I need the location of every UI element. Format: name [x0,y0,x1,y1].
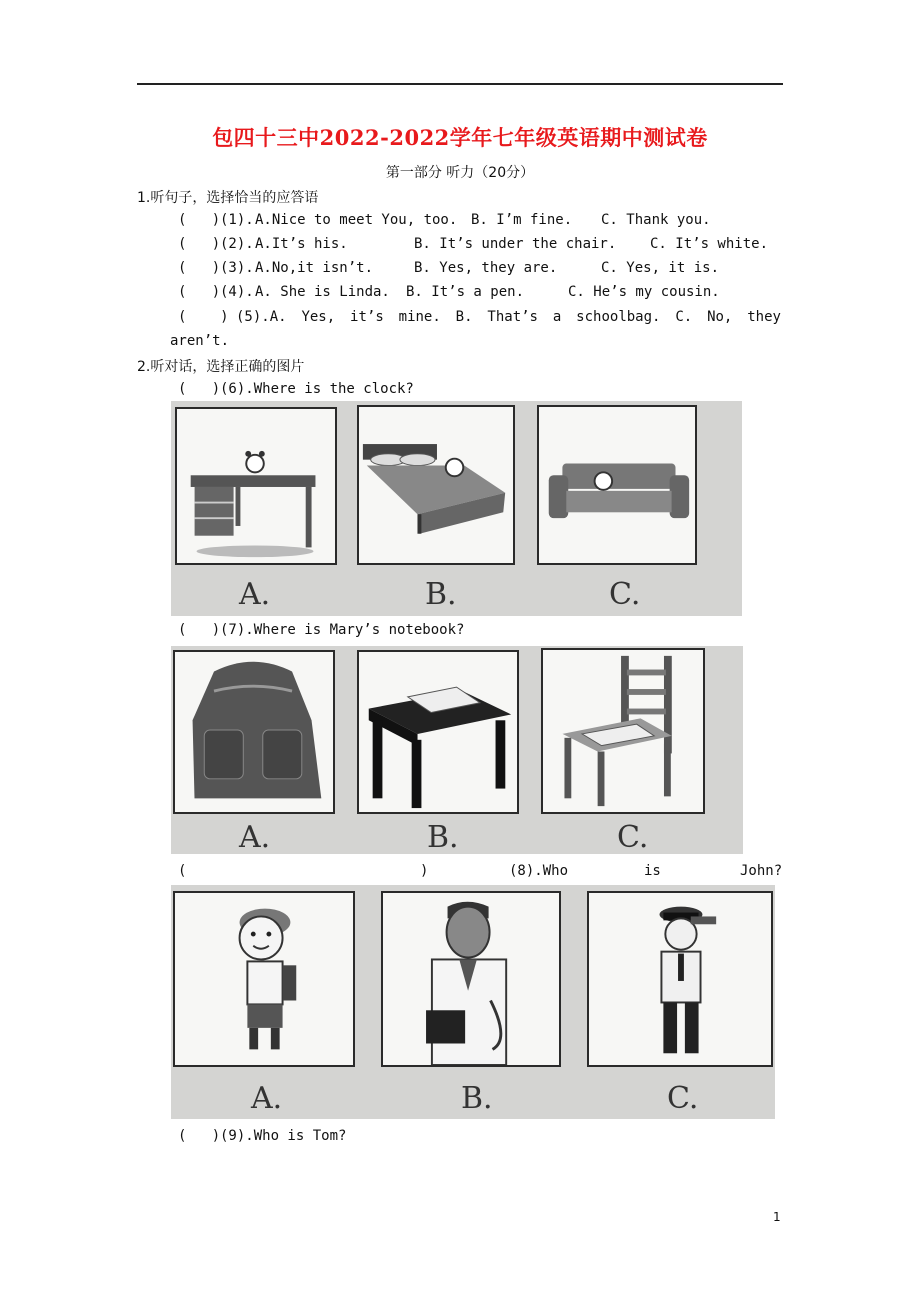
question-8-figure [171,885,775,1119]
doctor-icon [383,893,559,1065]
option-letter: B. [461,1081,493,1116]
option-b: B. Yes, they are. [414,260,558,276]
section2-heading: 2.听对话，选择正确的图片 [137,359,305,375]
answer-bracket[interactable]: ( ) [178,381,221,397]
word: Yes, [301,309,336,325]
question-number: (3). [220,260,254,276]
option-a: A. She is Linda. [255,284,390,300]
option-b: B. It’s a pen. [406,284,525,300]
option-letter: C. [617,820,649,854]
option-letter: B. [425,577,457,612]
word: B. [455,309,473,325]
page-number: 1 [773,1210,781,1224]
option-letter: A. [239,820,271,854]
word: No, [707,309,733,325]
option-b-picture[interactable] [381,891,561,1067]
policeman-icon [589,893,771,1065]
option-c: C. He’s my cousin. [568,284,720,300]
question-8-number: (8).Who [509,863,569,879]
answer-bracket[interactable]: ( ) [178,622,221,638]
part-heading: 第一部分 听力（20分） [385,165,535,181]
option-c: C. Thank you. [601,212,711,228]
answer-bracket[interactable]: ( ) [178,236,221,252]
option-b-picture[interactable] [357,650,519,814]
question-9-text: (9).Who is Tom? [220,1128,347,1144]
word: they [747,309,781,325]
answer-bracket-open[interactable]: ( [178,863,187,879]
word: it’s [350,309,384,325]
answer-bracket-close[interactable]: ) [420,863,429,879]
question-7-text: (7).Where is Mary’s notebook? [220,622,465,638]
question-7-figure [171,646,743,854]
answer-bracket[interactable]: ( ) [178,1128,221,1144]
question-8-word: is [644,863,661,879]
section1-heading: 1.听句子，选择恰当的应答语 [137,190,319,206]
answer-bracket[interactable]: ( ) [178,212,221,228]
answer-bracket[interactable]: ( ) [178,284,221,300]
word: schoolbag. [576,309,661,325]
question-6-figure [171,401,742,616]
question-5-line [236,309,781,325]
chair-with-book-icon [543,650,703,812]
question-6-text: (6).Where is the clock? [220,381,414,397]
word: a [552,309,562,325]
option-a: A.No,it isn’t. [255,260,374,276]
option-letter: B. [427,820,459,854]
option-letter: C. [609,577,641,612]
schoolboy-icon [175,893,353,1065]
answer-bracket[interactable]: ( ) [178,260,221,276]
question-5-wrap: aren’t. [170,333,230,349]
option-letter: A. [239,577,271,612]
question-number: (4). [220,284,254,300]
option-letter: A. [251,1081,283,1116]
header-rule [137,83,783,85]
table-with-book-icon [359,652,517,812]
question-number: (1). [220,212,254,228]
option-b: B. I’m fine. [471,212,573,228]
option-a: A.It’s his. [255,236,348,252]
option-a-picture[interactable] [173,891,355,1067]
option-c-picture[interactable] [541,648,705,814]
answer-bracket[interactable]: ( ) [178,309,229,325]
option-a-picture[interactable] [175,407,337,565]
option-letter: C. [667,1081,699,1116]
option-b-picture[interactable] [357,405,515,565]
schoolbag-icon [175,652,333,812]
option-c: C. Yes, it is. [601,260,720,276]
bed-with-clock-icon [359,407,513,563]
page-title: 包四十三中2022-2022学年七年级英语期中测试卷 [212,125,708,150]
question-number: (2). [220,236,254,252]
sofa-with-clock-icon [539,407,695,563]
option-c: C. It’s white. [650,236,769,252]
desk-with-clock-icon [177,409,335,563]
question-number: (5).A. [236,309,287,325]
option-c-picture[interactable] [537,405,697,565]
word: mine. [398,309,441,325]
option-a-picture[interactable] [173,650,335,814]
word: C. [675,309,693,325]
option-b: B. It’s under the chair. [414,236,617,252]
option-c-picture[interactable] [587,891,773,1067]
question-8-name: John? [740,863,783,879]
option-a: A.Nice to meet You, too. [255,212,458,228]
word: That’s [487,309,538,325]
